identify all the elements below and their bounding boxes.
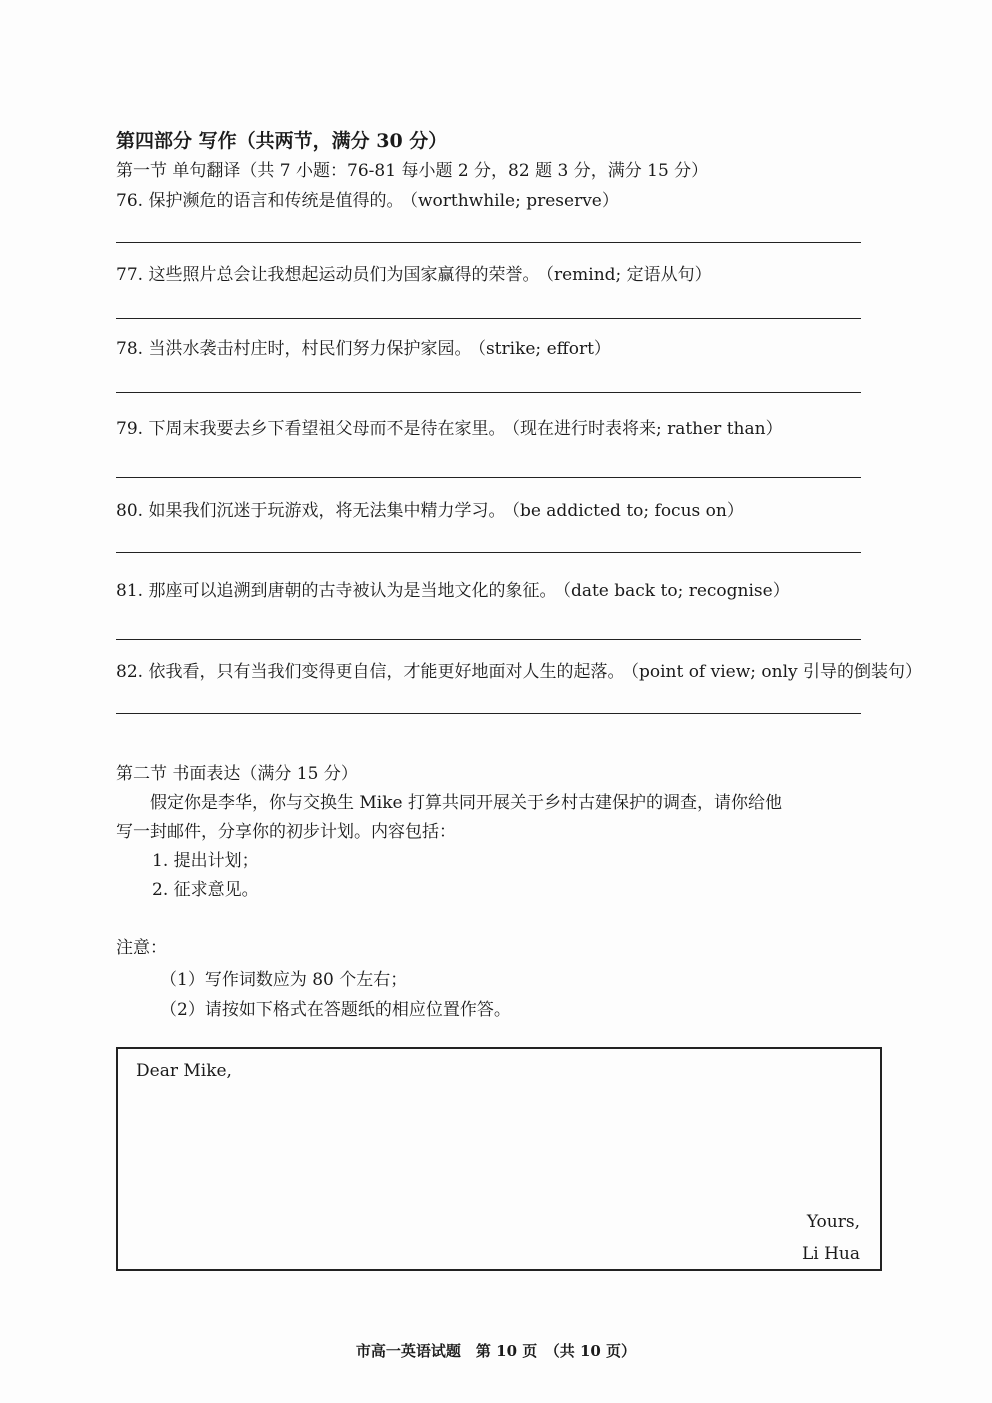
answer-line-76[interactable] (116, 242, 861, 243)
question-76 (116, 186, 619, 211)
question-hint: （date back to; recognise） (562, 581, 790, 601)
question-hint: （worthwhile; preserve） (409, 191, 619, 211)
letter-answer-box[interactable] (116, 1047, 882, 1271)
note-1: （1）写作词数应为 80 个左右； (160, 970, 408, 990)
part-title: 第四部分 写作（共两节，满分 30 分） (116, 130, 448, 152)
page-footer: 市高一英语试题 第 10 页 （共 10 页） (355, 1342, 637, 1360)
question-78 (116, 334, 611, 359)
answer-line-79[interactable] (116, 477, 861, 478)
question-77 (116, 260, 712, 285)
question-hint: （be addicted to; focus on） (511, 501, 744, 521)
content-item-2: 2. 征求意见。 (152, 880, 259, 900)
answer-line-80[interactable] (116, 552, 861, 553)
note-2: （2）请按如下格式在答题纸的相应位置作答。 (160, 1000, 511, 1020)
question-text: 78. 当洪水袭击村庄时，村民们努力保护家园。 (116, 339, 472, 359)
question-81 (116, 576, 790, 601)
section2-title: 第二节 书面表达（满分 15 分） (116, 764, 358, 784)
question-hint: （现在进行时表将来; rather than） (511, 419, 783, 439)
question-text: 79. 下周末我要去乡下看望祖父母而不是待在家里。 (116, 419, 506, 439)
question-80 (116, 496, 744, 521)
letter-salutation: Dear Mike, (136, 1061, 232, 1081)
question-text: 76. 保护濒危的语言和传统是值得的。 (116, 191, 404, 211)
question-hint: （point of view; only 引导的倒装句） (630, 662, 923, 682)
question-82 (116, 657, 922, 682)
prompt-line-1: 假定你是李华，你与交换生 Mike 打算共同开展关于乡村古建保护的调查，请你给他 (150, 793, 783, 813)
question-text: 82. 依我看，只有当我们变得更自信，才能更好地面对人生的起落。 (116, 662, 625, 682)
answer-line-81[interactable] (116, 639, 861, 640)
question-text: 80. 如果我们沉迷于玩游戏，将无法集中精力学习。 (116, 501, 506, 521)
answer-line-82[interactable] (116, 713, 861, 714)
answer-line-77[interactable] (116, 318, 861, 319)
letter-closing: Yours, (806, 1212, 860, 1232)
prompt-line-2: 写一封邮件，分享你的初步计划。内容包括： (116, 822, 456, 842)
answer-line-78[interactable] (116, 392, 861, 393)
question-text: 77. 这些照片总会让我想起运动员们为国家赢得的荣誉。 (116, 265, 540, 285)
section1-title: 第一节 单句翻译（共 7 小题：76-81 每小题 2 分，82 题 3 分，满分 15 分） (116, 161, 709, 181)
question-79 (116, 414, 783, 439)
question-hint: （strike; effort） (477, 339, 611, 359)
content-item-1: 1. 提出计划； (152, 851, 259, 871)
question-hint: （remind; 定语从句） (545, 265, 712, 285)
letter-signature: Li Hua (801, 1244, 860, 1264)
note-title: 注意： (116, 938, 167, 958)
question-text: 81. 那座可以追溯到唐朝的古寺被认为是当地文化的象征。 (116, 581, 557, 601)
